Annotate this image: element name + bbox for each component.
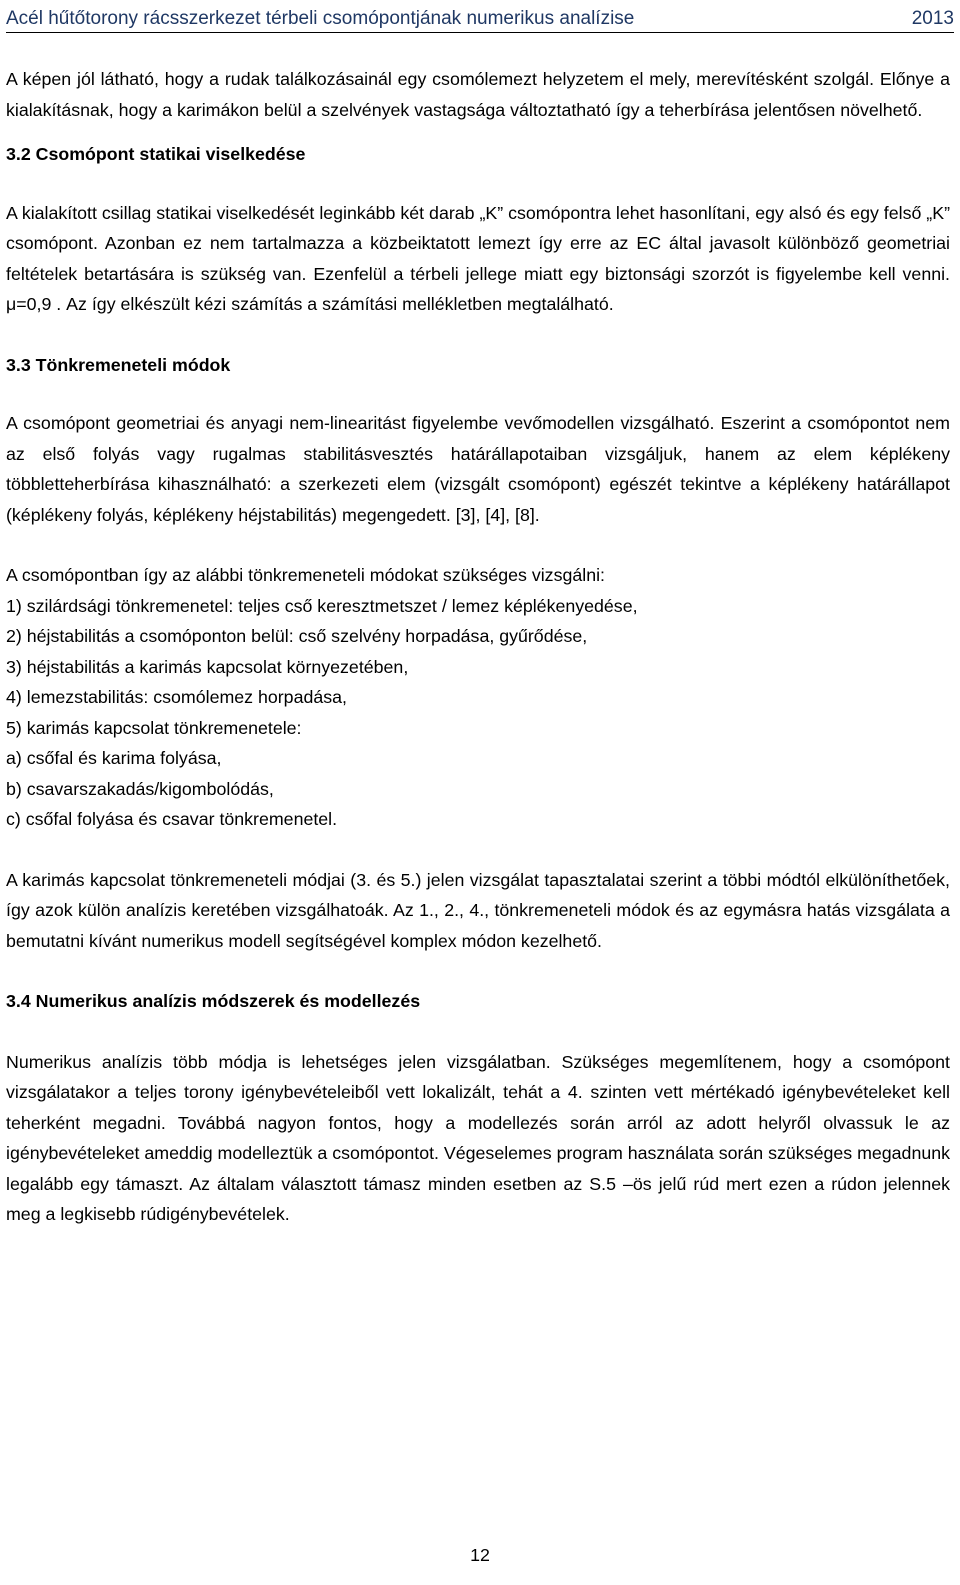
- section-3-2-heading: 3.2 Csomópont statikai viselkedése: [6, 144, 306, 164]
- page-number: 12: [470, 1545, 490, 1565]
- list-item: c) csőfal folyása és csavar tönkremenetel.: [6, 809, 338, 829]
- section-3-4-paragraph: Numerikus analízis több módja is lehetséges jelen vizsgálatban. Szükséges megemlítenem, hogy a csomópont vizsgálatakor a teljes torony igénybevételeiből vett lokalizált, tehát a 4. szinten vett mértékadó igénybevételeket kell teherként megadni. Továbbá nagyon fontos, hogy a modellezés során arról az adott helyről olvassuk le az igénybevételeket ameddig modelleztük a csomópontot. Végeselemes program használata során szükséges megadnunk legalább egy támaszt. Az általam választott támasz minden esetben az S.5 –ös jelű rúd mert ezen a rúdon jelennek meg a legkisebb rúdigénybevételek.: [6, 1051, 950, 1224]
- header-title: Acél hűtőtorony rácsszerkezet térbeli csomópontjának numerikus analízise: [6, 8, 635, 29]
- section-3-3-paragraph-1: A csomópont geometriai és anyagi nem-linearitást figyelembe vevőmodellen vizsgálható. Eszerint a csomópontot nem az első folyás vagy rugalmas stabilitásvesztés határállapotaiban vizsgáljuk, hanem az elem képlékeny többletteherbírása kihasználható: a szerkezeti elem (vizsgált csomópont) egészét tekintve a képlékeny határállapot (képlékeny folyás, képlékeny héjstabilitás) megengedett. [3], [4], [8].: [6, 413, 950, 525]
- intro-paragraph: A képen jól látható, hogy a rudak találkozásainál egy csomólemezt helyzetem el mely, merevítésként szolgál. Előnye a kialakításnak, hogy a karimákon belül a szelvények vastagsága változtatható így a teherbírása jelentősen növelhető.: [6, 69, 950, 120]
- list-item: 1) szilárdsági tönkremenetel: teljes cső keresztmetszet / lemez képlékenyedése,: [6, 595, 638, 616]
- list-item: 4) lemezstabilitás: csomólemez horpadása,: [6, 687, 347, 707]
- list-item: b) csavarszakadás/kigombolódás,: [6, 778, 274, 799]
- section-3-3-heading: 3.3 Tönkremeneteli módok: [6, 354, 231, 375]
- list-item: a) csőfal és karima folyása,: [6, 748, 222, 768]
- list-intro: A csomópontban így az alábbi tönkremeneteli módokat szükséges vizsgálni:: [6, 565, 605, 585]
- list-item: 2) héjstabilitás a csomóponton belül: cső szelvény horpadása, gyűrődése,: [6, 626, 588, 646]
- list-item: 3) héjstabilitás a karimás kapcsolat környezetében,: [6, 656, 409, 677]
- section-3-4-heading: 3.4 Numerikus analízis módszerek és modellezés: [6, 991, 421, 1011]
- page-header: [6, 0, 954, 33]
- section-3-2-paragraph: A kialakított csillag statikai viselkedését leginkább két darab „K” csomópontra lehet hasonlítani, egy alsó és egy felső „K” csomópont. Azonban ez nem tartalmazza a közbeiktatott lemezt így erre az EC által javasolt különböző geometriai feltételek betartására is szükség van. Ezenfelül a térbeli jellege miatt egy biztonsági szorzót is figyelembe kell venni. μ=0,9 . Az így elkészült kézi számítás a számítási mellékletben megtalálható.: [6, 202, 950, 314]
- document-body: [6, 64, 950, 1230]
- section-3-3-paragraph-2: A karimás kapcsolat tönkremeneteli módjai (3. és 5.) jelen vizsgálat tapasztalatai szerint a többi módtól elkülöníthetőek, így azok külön analízis keretében vizsgálhatoák. Az 1., 2., 4., tönkremeneteli módok és az egymásra hatás vizsgálata a bemutatni kívánt numerikus modell segítségével komplex módon kezelhető.: [6, 869, 950, 951]
- failure-mode-list: [6, 560, 950, 835]
- header-year: 2013: [911, 8, 954, 29]
- list-item: 5) karimás kapcsolat tönkremenetele:: [6, 717, 302, 738]
